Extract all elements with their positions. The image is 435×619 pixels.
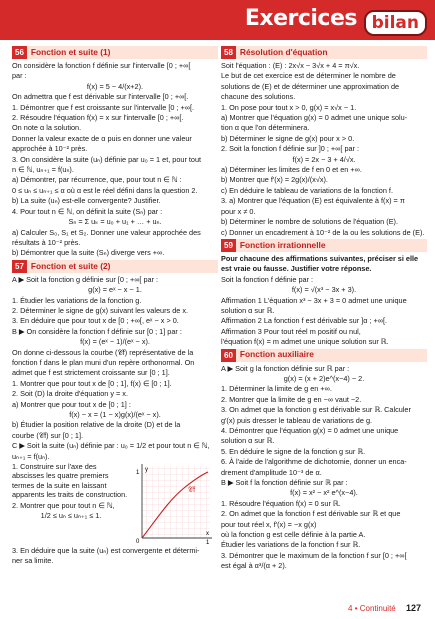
exercise-number: 59 (221, 239, 236, 252)
text-line: 0 ≤ uₙ ≤ uₙ₊₁ ≤ α où α est le réel défini dans la question 2. (12, 185, 198, 195)
text-line: pour x ≠ 0. (221, 206, 256, 216)
graph-side-text (12, 462, 130, 520)
text-line: drement d'amplitude 10⁻³ de α. (221, 467, 322, 477)
instruction: est vraie ou fausse. Justifier votre réponse. (221, 264, 372, 274)
text-line: g′(x) puis dresser le tableau de variations de g. (221, 415, 373, 425)
question: 3. On admet que la fonction g est dérivable sur ℝ. Calculer (221, 405, 411, 415)
text-line: Soit la fonction f définie par : (221, 274, 314, 284)
exercise-56-header (12, 46, 218, 59)
text-line: On donne ci-dessous la courbe (𝒞f) représentative de la (12, 347, 194, 357)
text-line: tion α que l'on déterminera. (221, 123, 310, 133)
question: 1. Montrer que pour tout x de [0 ; 1], f(x) ∈ [0 ; 1]. (12, 378, 172, 388)
y-label: y (145, 467, 148, 474)
question: 3. a) Montrer que l'équation (E) est équivalente à f(x) = π (221, 196, 405, 206)
part-b-intro: B ▶ Soit f la fonction définie sur ℝ par : (221, 478, 348, 488)
question: 5. En déduire le signe de la fonction g sur ℝ. (221, 446, 366, 456)
text-line: courbe (𝒞f) sur [0 ; 1]. (12, 430, 84, 440)
exercise-60-header (221, 349, 427, 362)
text-line: où la fonction g est celle définie à la partie A. (221, 530, 366, 540)
question: 6. À l'aide de l'algorithme de dichotomie, donner un enca- (221, 457, 407, 467)
text-line: ner sa limite. (12, 556, 54, 566)
text-line: On considère la fonction f définie sur l'intervalle [0 ; +∞[ (12, 61, 191, 70)
question: 1. Construire sur l'axe des abscisses les quatre premiers termes de la suite en laissant apparents les traits de construction. (12, 462, 128, 500)
left-column (12, 44, 218, 567)
page-number: 127 (405, 603, 421, 613)
text-line: chacune des solutions. (221, 92, 296, 102)
page-header (0, 0, 435, 40)
text-line: c) En déduire le tableau de variations de la fonction f. (221, 185, 393, 195)
x-one-label: 1 (206, 540, 210, 545)
graph-block (12, 462, 218, 546)
exercise-title: Fonction et suite (2) (30, 260, 111, 271)
instruction: Pour chacune des affirmations suivantes, préciser si elle (221, 253, 419, 263)
affirmation: Affirmation 2 La fonction f est dérivable sur ]α ; +∞[. (221, 316, 388, 326)
question: 3. Démontrer que le maximum de la fonction f sur [0 ; +∞[ (221, 550, 407, 560)
question: 4. Pour tout n ∈ ℕ, on définit la suite (Sₙ) par : (12, 206, 163, 216)
chapter-label: 4 • Continuité (348, 604, 396, 613)
text-line: a) Montrer que l'équation g(x) = 0 admet une unique solu- (221, 113, 408, 123)
equation: f(x) = 2x − 3 + 4/√x. (292, 154, 356, 164)
equation: f(x) = 5 − 4/(x+2). (86, 81, 144, 91)
equation: Sₙ = Σ uₖ = u₀ + u₁ + … + uₙ. (68, 217, 162, 227)
affirmation: Affirmation 3 Pour tout réel m positif ou nul, (221, 326, 361, 336)
function-graph (134, 462, 214, 544)
exercise-number: 60 (221, 349, 236, 362)
part-a-intro: A ▶ Soit g la fonction définie sur ℝ par : (221, 363, 350, 373)
equation: f(x) = √(x³ − 3x + 3). (291, 285, 357, 295)
text-line: uₙ₊₁ = f(uₙ). (12, 451, 50, 461)
question: 3. En déduire que la suite (uₙ) est convergente et détermi- (12, 546, 200, 556)
text-line: b) Étudier la position relative de la droite (D) et de la (12, 420, 181, 430)
exercise-title: Fonction et suite (1) (30, 46, 111, 57)
origin-label: 0 (136, 539, 140, 545)
equation: g(x) = eˣ − x − 1. (88, 285, 142, 295)
question: 2. Déterminer le signe de g(x) suivant les valeurs de x. (12, 305, 189, 315)
exercise-title: Fonction auxiliaire (239, 349, 314, 360)
x-label: x (206, 531, 209, 538)
question: 1. On pose pour tout x > 0, g(x) = x√x − 1. (221, 102, 357, 112)
text-line: Donner la valeur exacte de α puis en donner une valeur (12, 133, 192, 143)
exercise-58-header (221, 46, 427, 59)
text-line: Soit l'équation : (E) : 2x√x − 3√x + 4 = π√x. (221, 61, 360, 70)
text-line: a) Démontrer, par récurrence, que, pour tout n ∈ ℕ : (12, 175, 182, 185)
text-line: fonction f dans le plan muni d'un repère orthonormal. On (12, 357, 195, 367)
exercise-number: 56 (12, 46, 27, 59)
text-line: approchée à 10⁻² près. (12, 144, 88, 154)
header-badge: bilan (364, 10, 427, 36)
text-line: b) Démontrer que la suite (Sₙ) diverge vers +∞. (12, 248, 165, 258)
text-line: a) Montrer que pour tout x de [0 ; 1] : (12, 399, 131, 409)
question: 2. Soit (D) la droite d'équation y = x. (12, 389, 128, 399)
text-line: b) Déterminer le nombre de solutions de l'équation (E). (221, 217, 399, 227)
text-line: par : (12, 71, 27, 81)
exercise-title: Fonction irrationnelle (239, 239, 326, 250)
text-line: b) La suite (uₙ) est-elle convergente? Justifier. (12, 196, 161, 206)
text-line: solution α sur ℝ. (221, 305, 275, 315)
part-c-intro: C ▶ Soit la suite (uₙ) définie par : u₀ = 1/2 et pour tout n ∈ ℕ, (12, 441, 210, 451)
text-line: n ∈ ℕ, uₙ₊₁ = f(uₙ). (12, 165, 74, 175)
header-title: Exercices (244, 6, 357, 31)
question: 1. Étudier les variations de la fonction g. (12, 295, 142, 305)
question: 2. Montrer que pour tout n ∈ ℕ, (12, 500, 115, 510)
question: 4. Démontrer que l'équation g(x) = 0 admet une unique (221, 426, 399, 435)
text-line: l'équation f(x) = m admet une unique solution sur ℝ. (221, 337, 389, 347)
text-line: c) Donner un encadrement à 10⁻² de la ou les solutions de (E). (221, 227, 425, 237)
text-line: Étudier les variations de la fonction f sur ℝ. (221, 540, 361, 550)
question: 2. Montrer que la limite de g en −∞ vaut −2. (221, 394, 362, 404)
equation: f(x) − x = (1 − x)g(x)/(eˣ − x). (69, 410, 161, 419)
question: 2. On admet que la fonction f est dérivable sur ℝ et que (221, 509, 401, 519)
text-line: Le but de cet exercice est de déterminer le nombre de (221, 71, 396, 81)
part-b-intro: B ▶ On considère la fonction f définie sur [0 ; 1] par : (12, 326, 182, 336)
question: 3. On considère la suite (uₙ) définie par u₀ = 1 et, pour tout (12, 154, 202, 164)
question: 1. Résoudre l'équation f(x) = 0 sur ℝ. (221, 498, 341, 508)
equation: f(x) = x² − x² e^(x−4). (290, 488, 358, 498)
equation: 1/2 ≤ uₙ ≤ uₙ₊₁ ≤ 1. (40, 511, 102, 521)
exercise-59-header (221, 239, 427, 252)
text-line: solutions de (E) et de déterminer une approximation de (221, 81, 400, 91)
text-line: solution α sur ℝ. (221, 436, 275, 446)
text-line: On admettra que f est dérivable sur l'intervalle [0 ; +∞[. (12, 92, 189, 102)
question: 1. Déterminer la limite de g en +∞. (221, 384, 332, 394)
exercise-57-header (12, 260, 218, 273)
page-footer (348, 603, 421, 613)
exercise-title: Résolution d'équation (239, 46, 328, 57)
exercise-number: 58 (221, 46, 236, 59)
text-line: b) Montrer que f′(x) = 2g(x)/(x√x). (221, 175, 328, 185)
y-one-label: 1 (136, 470, 140, 477)
equation: f(x) = (eˣ − 1)/(eˣ − x). (80, 337, 150, 347)
affirmation: Affirmation 1 L'équation x³ − 3x + 3 = 0 admet une unique (221, 295, 407, 305)
equation: g(x) = (x + 2)e^(x−4) − 2. (283, 373, 365, 383)
part-a-intro: A ▶ Soit la fonction g définie sur [0 ; +∞[ par : (12, 274, 159, 284)
text-line: est égal à α³/(α + 2). (221, 561, 287, 571)
text-line: pour tout réel x, f′(x) = −x g(x) (221, 519, 317, 529)
question: 3. En déduire que pour tout x de [0 ; +∞[, eˣ − x > 0. (12, 316, 179, 326)
text-line: On note α la solution. (12, 123, 82, 133)
right-column (221, 44, 427, 572)
text-line: admet que f est strictement croissante sur [0 ; 1]. (12, 368, 170, 378)
question: 2. Soit la fonction f définie sur ]0 ; +∞[ par : (221, 144, 360, 154)
question: 2. Résoudre l'équation f(x) = x sur l'intervalle [0 ; +∞[. (12, 113, 184, 123)
text-line: résultats à 10⁻² près. (12, 237, 81, 247)
question: 1. Démontrer que f est croissante sur l'intervalle [0 ; +∞[. (12, 102, 195, 112)
text-line: b) Déterminer le signe de g(x) pour x > 0. (221, 133, 355, 143)
text-line: a) Déterminer les limites de f en 0 et en +∞. (221, 165, 362, 175)
text-line: a) Calculer S₀, S₁ et S₂. Donner une valeur approchée des (12, 227, 201, 237)
exercise-number: 57 (12, 260, 27, 273)
curve-label: 𝒞f (188, 487, 196, 495)
